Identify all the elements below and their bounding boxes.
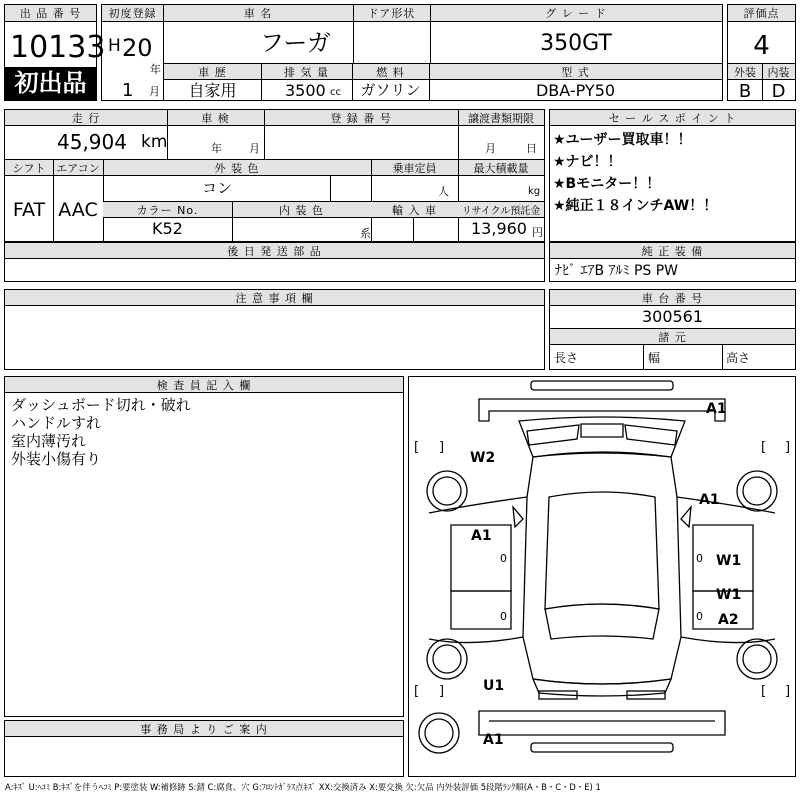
mileage-unit: km: [141, 132, 168, 152]
bracket-mark: [: [414, 684, 420, 699]
door-label: ドア形状: [353, 5, 430, 22]
damage-mark-rear-bumper: A1: [483, 732, 504, 748]
ac-label: エアコン: [53, 160, 103, 176]
insp-year-unit: 年: [211, 142, 222, 155]
lot-label: 出 品 番 号: [5, 5, 96, 22]
year-unit: 年: [150, 63, 161, 76]
load-unit: kg: [528, 186, 541, 197]
score-box: [727, 4, 796, 101]
bracket-mark: [: [761, 684, 767, 699]
mileage-label: 走 行: [5, 110, 167, 126]
displacement-unit: cc: [330, 87, 341, 98]
damage-mark-front-right: A1: [706, 401, 727, 417]
chassis-label: 車 台 番 号: [550, 290, 795, 306]
bracket-mark: [: [414, 440, 420, 455]
chassis-number: 300561: [641, 307, 704, 326]
equipment-value: ﾅﾋﾞ ｴｱB ｱﾙﾐ PS PW: [555, 263, 679, 279]
damage-mark-left-rear: U1: [483, 678, 505, 694]
damage-mark-right-front-door: W1: [716, 553, 742, 569]
score: 4: [753, 31, 770, 61]
shift: FAT: [12, 199, 46, 221]
damage-diagram: [408, 376, 796, 777]
transfer-label: 譲渡書類期限: [458, 110, 544, 126]
reg-no-label: 登 録 番 号: [264, 110, 458, 126]
history-label: 車 歴: [164, 64, 261, 80]
int-color-label: 内 装 色: [232, 202, 371, 218]
ext-color: コン: [202, 179, 233, 197]
fuel: ガソリン: [360, 81, 421, 99]
later-parts-box: [4, 242, 545, 282]
recycle-amount: 13,960: [471, 219, 527, 238]
inspection-label: 車 検: [167, 110, 264, 126]
equipment-label: 純 正 装 備: [550, 243, 795, 259]
displacement-label: 排 気 量: [261, 64, 352, 80]
load-label: 最大積載量: [458, 160, 544, 176]
exterior-label: 外装: [728, 64, 762, 80]
zero-mark: 0: [500, 552, 507, 565]
sales-point: ★純正１８インチAW！！: [553, 198, 718, 214]
int-color-unit: 系: [360, 227, 371, 240]
history: 自家用: [188, 81, 237, 100]
import-label: 輸 入 車: [371, 202, 458, 218]
score-label: 評価点: [728, 5, 795, 22]
recycle-label: リサイクル預託金: [458, 202, 544, 218]
transfer-month-unit: 月: [485, 142, 496, 155]
lot-number: 10133: [10, 30, 106, 65]
width-label: 幅: [648, 351, 661, 365]
ext-color-label: 外 装 色: [103, 160, 371, 176]
zero-mark: 0: [696, 610, 703, 623]
bracket-mark: ]: [439, 684, 445, 699]
mileage: 45,904: [57, 130, 127, 154]
era: H: [108, 36, 121, 56]
sales-point: ★Bモニター！！: [553, 176, 661, 192]
displacement: 3500: [285, 81, 326, 100]
length-label: 長さ: [554, 351, 579, 365]
inspector-line: 外装小傷有り: [11, 450, 102, 468]
inspector-box: [4, 376, 404, 717]
damage-mark-front-left-wheel: W2: [470, 450, 496, 466]
damage-mark-left-front-door: A1: [471, 528, 492, 544]
office-box: [4, 720, 404, 777]
transfer-day-unit: 日: [526, 142, 537, 155]
damage-mark-right-rear-door: W1: [716, 587, 742, 603]
bracket-mark: [: [761, 440, 767, 455]
insp-month-unit: 月: [249, 142, 260, 155]
sales-points-label: セ ー ル ス ポ イ ン ト: [550, 110, 795, 126]
height-label: 高さ: [726, 351, 751, 365]
sales-point: ★ナビ！！: [553, 154, 622, 170]
later-parts-label: 後 日 発 送 部 品: [5, 243, 544, 259]
zero-mark: 0: [696, 552, 703, 565]
notes-label: 注 意 事 項 欄: [5, 290, 544, 306]
office-label: 事 務 局 よ り ご 案 内: [5, 721, 403, 737]
model-label: 型 式: [429, 64, 722, 80]
damage-mark-right-fender: A1: [699, 492, 720, 508]
equipment-box: [549, 242, 796, 282]
inspector-line: ダッシュボード切れ・破れ: [11, 396, 191, 414]
zero-mark: 0: [500, 610, 507, 623]
inspector-label: 検 査 員 記 入 欄: [5, 377, 403, 393]
reg-year: 20: [122, 34, 153, 62]
color-no: K52: [152, 219, 183, 238]
color-no-label: カラー No.: [103, 202, 232, 218]
fuel-label: 燃 料: [352, 64, 429, 80]
sales-points-box: [549, 109, 796, 242]
capacity-unit: 人: [438, 185, 449, 198]
chassis-box: [549, 289, 796, 370]
notes-box: [4, 289, 545, 370]
bracket-mark: ]: [785, 684, 791, 699]
dims-label: 諸 元: [550, 329, 795, 345]
damage-mark-right-rear: A2: [718, 612, 739, 628]
car-name-label: 車 名: [163, 5, 353, 22]
model: DBA-PY50: [535, 81, 616, 100]
lot-box: [4, 4, 106, 101]
car-name: フーガ: [260, 29, 331, 57]
exterior-grade: B: [738, 81, 752, 102]
bracket-mark: ]: [439, 440, 445, 455]
reg-month: 1: [122, 80, 134, 101]
capacity-label: 乗車定員: [371, 160, 458, 176]
grade: 350GT: [540, 31, 612, 56]
inspector-line: ハンドルすれ: [11, 414, 102, 432]
first-reg-label: 初度登録: [102, 5, 163, 22]
spec-table: [4, 109, 545, 242]
ac: AAC: [58, 199, 98, 221]
month-unit: 月: [149, 85, 160, 98]
header-table: [101, 4, 723, 101]
legend-text: A:ｷｽﾞ U:ﾍｺﾐ B:ｷｽﾞを伴うﾍｺﾐ P:要塗装 W:補修跡 S:錆 C:腐食、穴 G:ﾌﾛﾝﾄｶﾞﾗｽ点ｷｽﾞ XX:交換済み X:要交換 欠:欠品 内外装評価 5段階ﾗﾝｸ順(A・B・C・D・E) 1: [5, 782, 601, 792]
sales-point: ★ユーザー買取車！！: [553, 132, 692, 148]
inspector-line: 室内薄汚れ: [11, 432, 87, 450]
interior-grade: D: [771, 81, 786, 102]
bracket-mark: ]: [785, 440, 791, 455]
car-outline: [409, 377, 795, 776]
shift-label: シフト: [5, 160, 53, 176]
grade-label: グ レ ー ド: [430, 5, 722, 22]
interior-label: 内装: [762, 64, 795, 80]
first-listing-label: 初出品: [14, 69, 87, 97]
recycle-unit: 円: [532, 226, 543, 239]
